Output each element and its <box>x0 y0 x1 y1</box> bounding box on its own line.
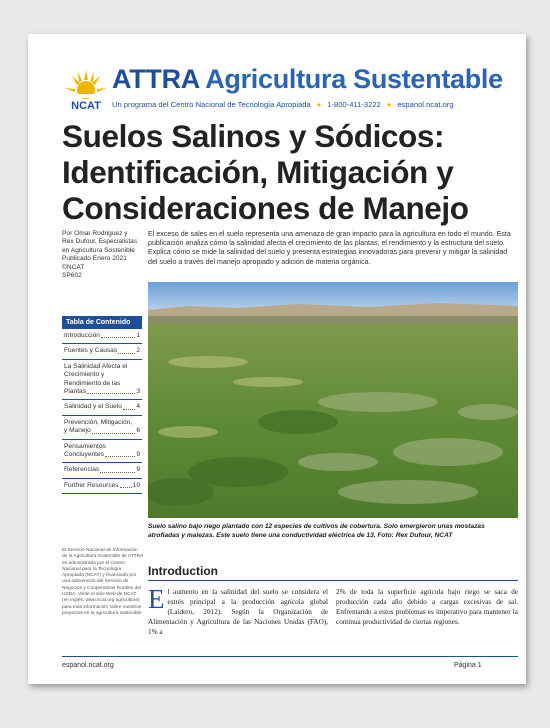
toc-item-label: Referencias <box>64 466 100 474</box>
toc-item-prefix: La Salinidad Afecta el Crecimiento y Rendimiento de las <box>64 362 128 387</box>
body-column-2: 2% de toda la superficie agrícola bajo riego se saca de producción cada año debido a cargas excesivas de sal. Enfrentando a estos problemas es imperativo para mantener la continua productividad de ciertas regiones. <box>336 588 518 626</box>
toc-item-page: 4 <box>136 403 140 411</box>
title-line: Consideraciones de Manejo <box>62 190 469 226</box>
section-heading: Introduction <box>148 564 218 578</box>
toc-item[interactable] <box>62 463 142 478</box>
byline <box>62 230 142 280</box>
toc-item-label: Plantas <box>64 388 86 396</box>
toc-item-label: Salinidad y el Suelo <box>64 403 122 411</box>
drop-cap: E <box>148 584 165 614</box>
photo-caption: Suelo salino bajo riego plantado con 12 especies de cultivos de cobertura. Solo emergieron unas mostazas atrofiadas y malezas. Este suelo tiene una conductividad eléctrica de 13. Foto: Rex Dufour, NCAT <box>148 523 485 539</box>
body-text: l aumento en la salinidad del suelo se considera el estrés principal a la producción agrícola global (Laidero, 2012). Según la Organización de Alimentación y Agricultura de las Naciones Unidas (FAO), 1% a <box>148 588 328 636</box>
byline-line: ©NCAT <box>62 263 85 271</box>
title-line: Suelos Salinos y Sódicos: <box>62 118 445 154</box>
toc-item-page: 1 <box>136 332 140 339</box>
ncat-sun-logo-icon <box>62 68 110 114</box>
tagline-text: Un programa del Centro Nacional de Tecnología Apropiada <box>112 100 311 109</box>
toc-item[interactable] <box>62 360 142 401</box>
toc-item-page: 10 <box>132 481 140 489</box>
toc-item[interactable] <box>62 440 142 464</box>
toc-item-page: 9 <box>136 466 140 474</box>
document-title <box>62 118 522 226</box>
toc-item[interactable] <box>62 416 142 440</box>
intro-paragraph: El exceso de sales en el suelo representa una amenaza de gran impacto para la agricultura en todo el mundo. Esta publicación analiza cómo la salinidad afecta el crecimiento de las plantas, el rendimiento y la estructura del suelo. Explica cómo se mide la salinidad del suelo y presenta estrategias innovadoras para prevenir y mitigar la salinidad del suelo a través del manejo apropiado y adición de materia orgánica. <box>148 230 511 266</box>
brand-subtitle: Agricultura Sustentable <box>205 64 503 94</box>
toc-item-label: Concluyentes <box>64 451 104 459</box>
title-line: Identificación, Mitigación y <box>62 154 454 190</box>
body-column-1 <box>148 584 328 637</box>
attra-funding-note: El Servicio Nacional de Información de la Agricultura Sostenible de ATTRA es administrado por el Centro Nacional para la Tecnología Apropiada (NCAT) y financiado por una subvención del Servicio de Negocios y Cooperativas Rurales del USDA. Visite el sitio Web de NCAT (en inglés: www.ncat.org agriculture) para más información sobre nuestros proyectos en la agricultura sostenible. <box>62 548 143 616</box>
table-of-contents <box>62 316 142 494</box>
field-photo <box>148 282 518 518</box>
footer-divider <box>62 656 518 657</box>
footer-page-number: Página 1 <box>454 662 482 669</box>
toc-item-label: Introducción <box>64 332 100 339</box>
byline-line: Publicado Enero 2021 <box>62 255 127 263</box>
toc-item[interactable] <box>62 400 142 415</box>
tagline-phone: 1-800-411-3222 <box>327 100 381 109</box>
byline-line: SP602 <box>62 272 82 280</box>
logo-text: NCAT <box>71 100 101 112</box>
toc-item-label: Further Resources <box>64 481 119 489</box>
toc-item[interactable] <box>62 344 142 359</box>
toc-item-prefix: Pensamientos <box>64 442 106 450</box>
brand-title <box>112 64 503 95</box>
toc-heading: Tabla de Contenido <box>62 316 142 329</box>
toc-item-page: 6 <box>136 427 140 435</box>
toc-item-page: 2 <box>136 347 140 355</box>
document-page <box>28 34 526 684</box>
toc-item-label: y Manejo <box>64 427 91 435</box>
toc-item-page: 9 <box>136 451 140 459</box>
toc-item-label: Fuentes y Causas <box>64 347 118 355</box>
brand-attra: ATTRA <box>112 64 199 94</box>
byline-line: Por Omar Rodriguez y <box>62 230 128 237</box>
toc-item[interactable] <box>62 329 142 344</box>
bullet-icon: ● <box>316 100 322 109</box>
byline-line: en Agricultura Sostenible <box>62 246 135 254</box>
footer-site: espanol.ncat.org <box>62 662 114 669</box>
bullet-icon: ● <box>386 100 392 109</box>
toc-item-page: 3 <box>136 388 140 396</box>
toc-item-prefix: Prevención, Mitigación, <box>64 418 133 426</box>
tagline <box>112 100 454 109</box>
tagline-site: espanol.ncat.org <box>397 100 454 109</box>
saline-field-image <box>148 282 518 518</box>
toc-item[interactable] <box>62 479 142 494</box>
byline-line: Rex Dufour, Especialistas <box>62 238 138 246</box>
section-divider <box>148 580 518 581</box>
